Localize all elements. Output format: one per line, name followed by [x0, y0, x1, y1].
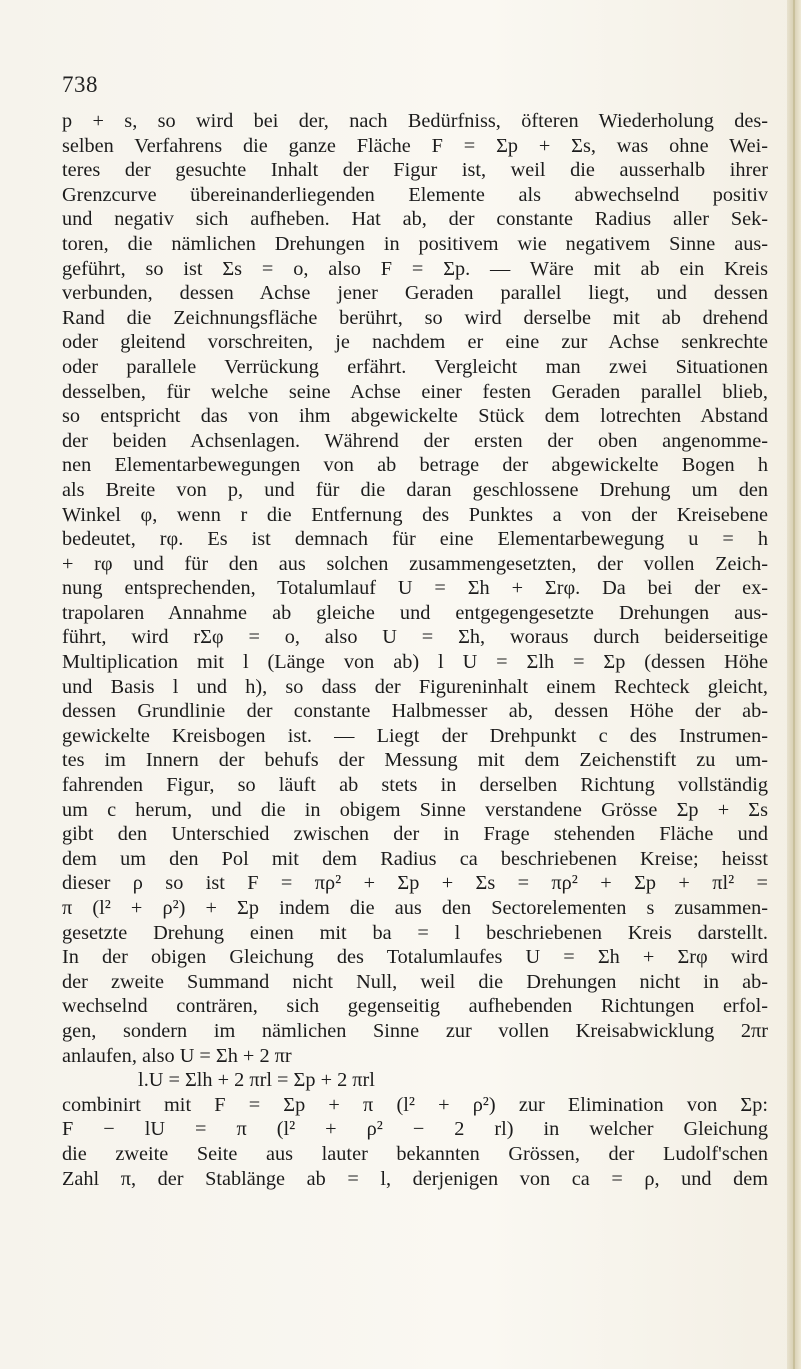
body-text [62, 109, 768, 1191]
text-line: der beiden Achsenlagen. Während der ersten der oben angenomme- [62, 429, 768, 452]
text-line: Zahl π, der Stablänge ab = l, derjenigen von ca = ρ, und dem [62, 1167, 768, 1190]
text-line: der zweite Summand nicht Null, weil die Drehungen nicht in ab- [62, 970, 768, 993]
text-line: nen Elementarbewegungen von ab betrage der abgewickelte Bogen h [62, 454, 768, 477]
text-line: dessen Grundlinie der constante Halbmesser ab, dessen Höhe der ab- [62, 700, 768, 723]
text-line: und negativ sich aufheben. Hat ab, der constante Radius aller Sek- [62, 208, 768, 231]
text-line: Rand die Zeichnungsfläche berührt, so wird derselbe mit ab drehend [62, 306, 768, 329]
text-line: selben Verfahrens die ganze Fläche F = Σp + Σs, was ohne Wei- [62, 134, 768, 157]
text-line: combinirt mit F = Σp + π (l² + ρ²) zur Elimination von Σp: [62, 1093, 768, 1116]
text-line: Winkel φ, wenn r die Entfernung des Punktes a von der Kreisebene [62, 503, 768, 526]
text-line: teres der gesuchte Inhalt der Figur ist, weil die ausserhalb ihrer [62, 159, 768, 182]
page-edge-line [793, 0, 795, 1369]
text-line: In der obigen Gleichung des Totalumlaufes U = Σh + Σrφ wird [62, 946, 768, 969]
text-line: gesetzte Drehung einen mit ba = l beschriebenen Kreis darstellt. [62, 921, 768, 944]
text-line: geführt, so ist Σs = o, also F = Σp. — Wäre mit ab ein Kreis [62, 257, 768, 280]
text-line: bedeutet, rφ. Es ist demnach für eine Elementarbewegung u = h [62, 528, 768, 551]
text-line: dieser ρ so ist F = πρ² + Σp + Σs = πρ² + Σp + πl² = [62, 872, 768, 895]
equation-line: l.U = Σlh + 2 πrl = Σp + 2 πrl [62, 1069, 375, 1092]
text-line: oder parallele Verrückung erfährt. Vergleicht man zwei Situationen [62, 355, 768, 378]
text-line: verbunden, dessen Achse jener Geraden parallel liegt, und dessen [62, 282, 768, 305]
text-line: anlaufen, also U = Σh + 2 πr [62, 1044, 292, 1067]
text-line: tes im Innern der behufs der Messung mit dem Zeichenstift zu um- [62, 749, 768, 772]
text-line: wechselnd conträren, sich gegenseitig aufhebenden Richtungen erfol- [62, 995, 768, 1018]
text-line: führt, wird rΣφ = o, also U = Σh, woraus durch beiderseitige [62, 626, 768, 649]
text-line: toren, die nämlichen Drehungen in positivem wie negativem Sinne aus- [62, 232, 768, 255]
text-line: Grenzcurve übereinanderliegenden Elemente als abwechselnd positiv [62, 183, 768, 206]
text-line: trapolaren Annahme ab gleiche und entgegengesetzte Drehungen aus- [62, 601, 768, 624]
text-line: und Basis l und h), so dass der Figureninhalt einem Rechteck gleicht, [62, 675, 768, 698]
text-line: die zweite Seite aus lauter bekannten Grössen, der Ludolf'schen [62, 1142, 768, 1165]
text-line: F − lU = π (l² + ρ² − 2 rl) in welcher Gleichung [62, 1118, 768, 1141]
text-line: Multiplication mit l (Länge von ab) l U = Σlh = Σp (dessen Höhe [62, 651, 768, 674]
text-line: als Breite von p, und für die daran geschlossene Drehung um den [62, 478, 768, 501]
text-line: gibt den Unterschied zwischen der in Frage stehenden Fläche und [62, 823, 768, 846]
text-line: π (l² + ρ²) + Σp indem die aus den Sectorelementen s zusammen- [62, 897, 768, 919]
text-line: so entspricht das von ihm abgewickelte Stück dem lotrechten Abstand [62, 405, 768, 428]
text-line: fahrenden Figur, so läuft ab stets in derselben Richtung vollständig [62, 774, 768, 797]
text-line: desselben, für welche seine Achse einer festen Geraden parallel blieb, [62, 380, 768, 403]
page-number: 738 [62, 72, 98, 97]
text-line: gewickelte Kreisbogen ist. — Liegt der Drehpunkt c des Instrumen- [62, 724, 768, 747]
text-line: nung entsprechenden, Totalumlauf U = Σh + Σrφ. Da bei der ex- [62, 577, 768, 600]
text-line: oder gleitend vorschreiten, je nachdem er eine zur Achse senkrechte [62, 331, 768, 354]
text-line: + rφ und für den aus solchen zusammengesetzten, der vollen Zeich- [62, 552, 768, 575]
text-line: p + s, so wird bei der, nach Bedürfniss, öfteren Wiederholung des- [62, 110, 768, 132]
text-line: gen, sondern im nämlichen Sinne zur vollen Kreisabwicklung 2πr [62, 1019, 768, 1042]
text-line: dem um den Pol mit dem Radius ca beschriebenen Kreise; heisst [62, 847, 768, 870]
text-line: um c herum, und die in obigem Sinne verstandene Grösse Σp + Σs [62, 798, 768, 821]
